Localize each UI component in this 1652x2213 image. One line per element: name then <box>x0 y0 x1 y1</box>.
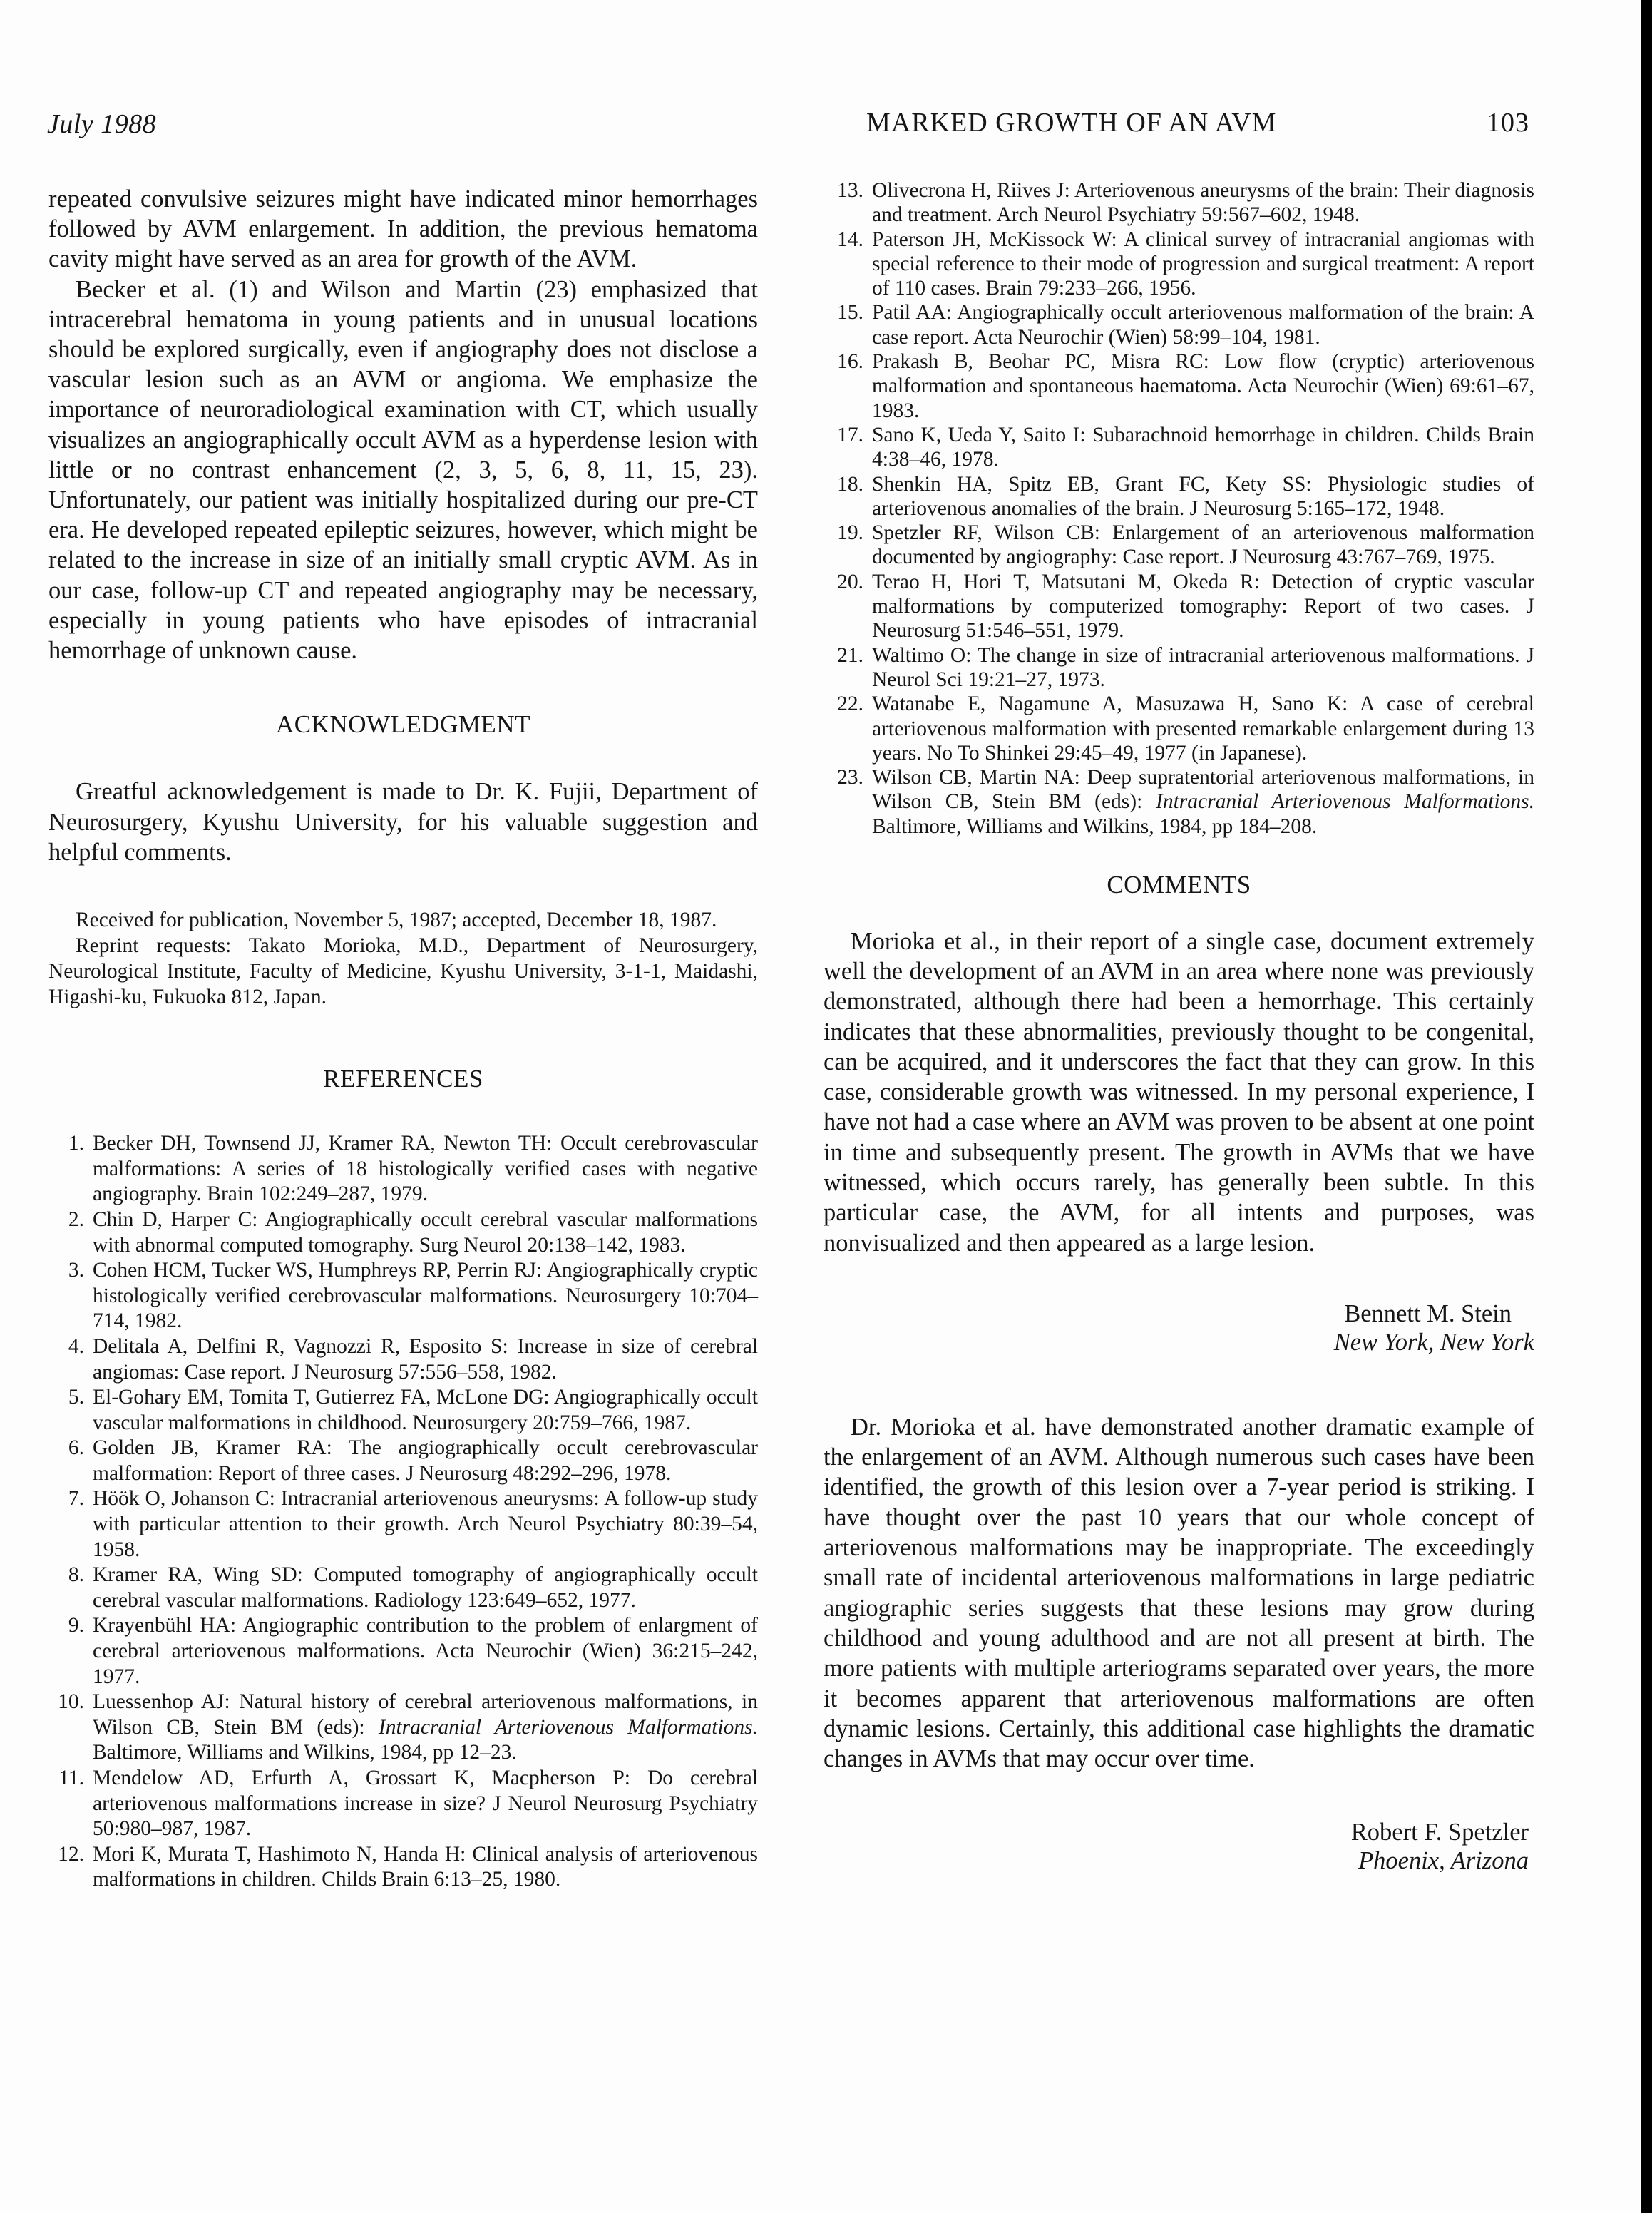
reference-item: 4. Delitala A, Delfini R, Vagnozzi R, Esposito S: Increase in size of cerebral angiomas: Case report. J Neurosurg 57:556–558, 1982. <box>68 1334 758 1384</box>
reference-item: 3. Cohen HCM, Tucker WS, Humphreys RP, Perrin RJ: Angiographically cryptic histologically verified cerebrovascular malformations. Neurosurgery 10:704–714, 1982. <box>68 1259 758 1333</box>
acknowledgment-text: Greatful acknowledgement is made to Dr. K. Fujii, Department of Neurosurgery, Kyushu University, for his valuable suggestion and helpful comments. <box>48 778 758 867</box>
comment-text: Morioka et al., in their report of a single case, document extremely well the development of an AVM in an area where none was previously demonstrated, although there had been a hemorrhage. This certainly indicates that these abnormalities, previously thought to be congenital, can be acquired, and it underscores the fact that they can grow. In this case, considerable growth was witnessed. In my personal experience, I have not had a case where an AVM was proven to be absent at one point in time and subsequently present. The growth in AVMs that we have witnessed, which occurs rarely, has generally been subtle. In this particular case, the AVM, for all intents and purposes, was nonvisualized and then appeared as a large lesion. <box>824 927 1534 1257</box>
comment-author: Bennett M. Stein <box>1344 1299 1512 1327</box>
reference-list-right <box>824 178 1534 839</box>
acknowledgment-heading: ACKNOWLEDGMENT <box>276 710 530 739</box>
reference-item: 19. Spetzler RF, Wilson CB: Enlargement of an arteriovenous malformation documented by angiography: Case report. J Neurosurg 43:767–769, 1975. <box>837 521 1534 569</box>
comment-author: Robert F. Spetzler <box>1350 1819 1529 1846</box>
references-heading: REFERENCES <box>323 1064 483 1093</box>
reference-item: 1. Becker DH, Townsend JJ, Kramer RA, Newton TH: Occult cerebrovascular malformations: A series of 18 histologically verified cases with negative angiography. Brain 102:249–287, 1979. <box>68 1132 758 1206</box>
comment-location: Phoenix, Arizona <box>1358 1847 1529 1875</box>
book-title: Intracranial Arteriovenous Malformations. <box>1156 790 1534 814</box>
comment-text: Dr. Morioka et al. have demonstrated another dramatic example of the enlargement of an AVM. Although numerous such cases have been identified, the growth of this lesion over a 7-year period is striking. I have thought over the past 10 years that our whole concept of arteriovenous malformations may be inappropriate. The exceedingly small rate of incidental arteriovenous malformations in large pediatric angiographic series suggests that these lesions may grow during childhood and young adulthood and are not all present at birth. The more patients with multiple arteriograms separated over years, the more it becomes apparent that arteriovenous malformations are often dynamic lesions. Certainly, this additional case highlights the dramatic changes in AVMs that may occur over time. <box>824 1413 1534 1773</box>
comments-heading: COMMENTS <box>1107 871 1251 899</box>
comment-signature <box>824 1818 1534 1875</box>
running-header <box>866 107 1529 138</box>
body-paragraph: Becker et al. (1) and Wilson and Martin (23) emphasized that intracerebral hematoma in young patients and in unusual locations should be explored surgically, even if angiography does not disclose a vascular lesion such as an AVM or angioma. We emphasize the importance of neuroradiological examination with CT, which usually visualizes an angiographically occult AVM as a hyperdense lesion with little or no contrast enhancement (2, 3, 5, 6, 8, 11, 15, 23). Unfortunately, our patient was initially hospitalized during our pre-CT era. He developed repeated epileptic seizures, however, which might be related to the increase in size of an initially small cryptic AVM. As in our case, follow-up CT and repeated angiography may be necessary, especially in young patients who have episodes of intracranial hemorrhage of unknown cause. <box>48 275 758 665</box>
reference-item: 22. Watanabe E, Nagamune A, Masuzawa H, Sano K: A case of cerebral arteriovenous malformation with presented remarkable enlargement during 13 years. No To Shinkei 29:45–49, 1977 (in Japanese). <box>837 692 1534 765</box>
book-title: Intracranial Arteriovenous Malformations. <box>378 1715 758 1739</box>
reference-item: 15. Patil AA: Angiographically occult arteriovenous malformation of the brain: A case report. Acta Neurochir (Wien) 58:99–104, 1981. <box>837 301 1534 349</box>
reference-item: 6. Golden JB, Kramer RA: The angiographically occult cerebrovascular malformation: Report of three cases. J Neurosurg 48:292–296, 1978. <box>68 1436 758 1485</box>
reference-item: 21. Waltimo O: The change in size of intracranial arteriovenous malformations. J Neurol Sci 19:21–27, 1973. <box>837 643 1534 691</box>
reference-item: 18. Shenkin HA, Spitz EB, Grant FC, Kety SS: Physiologic studies of arteriovenous anomalies of the brain. J Neurosurg 5:165–172, 1948. <box>837 472 1534 520</box>
left-column <box>48 184 758 1893</box>
reference-item: 5. El-Gohary EM, Tomita T, Gutierrez FA, McLone DG: Angiographically occult vascular malformations in childhood. Neurosurgery 20:759–766, 1987. <box>68 1386 758 1434</box>
running-title: MARKED GROWTH OF AN AVM <box>866 108 1277 138</box>
reference-list-left <box>48 1131 758 1893</box>
reference-item: 2. Chin D, Harper C: Angiographically occult cerebral vascular malformations with abnormal computed tomography. Surg Neurol 20:138–142, 1983. <box>68 1207 758 1257</box>
reference-item: 20. Terao H, Hori T, Matsutani M, Okeda R: Detection of cryptic vascular malformations by computerized tomography: Report of two cases. J Neurosurg 51:546–551, 1979. <box>837 570 1534 643</box>
right-column <box>824 178 1534 1875</box>
comment-location: New York, New York <box>1333 1328 1534 1356</box>
reference-item: 8. Kramer RA, Wing SD: Computed tomography of angiographically occult cerebral vascular malformations. Radiology 123:649–652, 1977. <box>68 1563 758 1612</box>
reference-item: 13. Olivecrona H, Riives J: Arteriovenous aneurysms of the brain: Their diagnosis and treatment. Arch Neurol Psychiatry 59:567–602, 1948. <box>837 179 1534 227</box>
reference-item: 16. Prakash B, Beohar PC, Misra RC: Low flow (cryptic) arteriovenous malformation and spontaneous haematoma. Acta Neurochir (Wien) 69:61–67, 1983. <box>837 350 1534 422</box>
reference-item: 9. Krayenbühl HA: Angiographic contribution to the problem of enlargment of cerebral arteriovenous malformations. Acta Neurochir (Wien) 36:215–242, 1977. <box>68 1614 758 1688</box>
received-note: Received for publication, November 5, 1987; accepted, December 18, 1987. <box>76 908 717 931</box>
body-paragraph: repeated convulsive seizures might have indicated minor hemorrhages followed by AVM enlargement. In addition, the previous hematoma cavity might have served as an area for growth of the AVM. <box>48 185 758 273</box>
reference-item: 10. Luessenhop AJ: Natural history of cerebral arteriovenous malformations, in Wilson CB, Stein BM (eds): Intracranial Arteriovenous Malformations. Baltimore, Williams and Wilkins, 1984, pp 12–23. <box>58 1690 758 1764</box>
issue-date: July 1988 <box>47 109 157 139</box>
reference-item: 11. Mendelow AD, Erfurth A, Grossart K, Macpherson P: Do cerebral arteriovenous malformations increase in size? J Neurol Neurosurg Psychiatry 50:980–987, 1987. <box>58 1767 758 1841</box>
reference-item: 17. Sano K, Ueda Y, Saito I: Subarachnoid hemorrhage in children. Childs Brain 4:38–46, 1978. <box>837 423 1534 471</box>
reprint-note: Reprint requests: Takato Morioka, M.D., Department of Neurosurgery, Neurological Institute, Faculty of Medicine, Kyushu University, 3-1-1, Maidashi, Higashi-ku, Fukuoka 812, Japan. <box>48 934 758 1008</box>
reference-item: 7. Höök O, Johanson C: Intracranial arteriovenous aneurysms: A follow-up study with particular attention to their growth. Arch Neurol Psychiatry 80:39–54, 1958. <box>68 1487 758 1561</box>
reference-item: 14. Paterson JH, McKissock W: A clinical survey of intracranial angiomas with special reference to their mode of progression and surgical treatment: A report of 110 cases. Brain 79:233–266, 1956. <box>837 228 1534 300</box>
page-number: 103 <box>1487 108 1529 138</box>
comment-signature <box>824 1299 1534 1356</box>
reference-item: 12. Mori K, Murata T, Hashimoto N, Handa H: Clinical analysis of arteriovenous malformations in children. Childs Brain 6:13–25, 1980. <box>58 1842 758 1891</box>
reference-item: 23. Wilson CB, Martin NA: Deep supratentorial arteriovenous malformations, in Wilson CB, Stein BM (eds): Intracranial Arteriovenous Malformations. Baltimore, Williams and Wilkins, 1984, pp 184–208. <box>837 766 1534 838</box>
